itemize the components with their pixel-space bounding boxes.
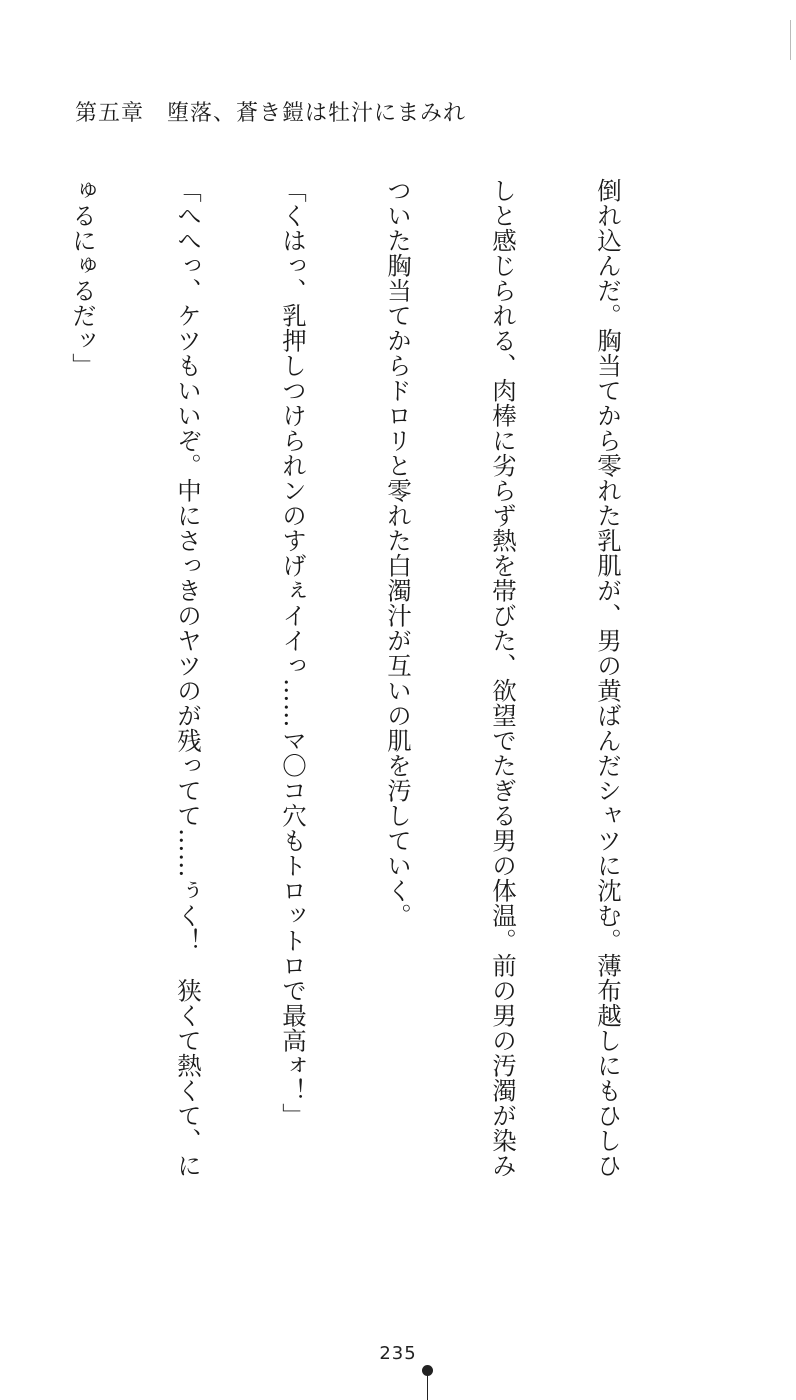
page-number: 235 <box>379 1343 417 1364</box>
vertical-body-text <box>56 178 696 1228</box>
scan-edge-mark <box>790 20 791 60</box>
chapter-title: 堕落、蒼き鎧は牡汁にまみれ <box>167 101 467 126</box>
text-line: ゅるにゅるだッ」 <box>69 178 98 378</box>
text-line: しと感じられる、肉棒に劣らず熱を帯びた、欲望でたぎる男の体温。前の男の汚濁が染み <box>489 178 518 1178</box>
running-header <box>75 96 466 127</box>
text-line: ついた胸当てからドロリと零れた白濁汁が互いの肌を汚していく。 <box>384 178 413 928</box>
page-marker-line <box>427 1368 428 1400</box>
text-line: 「へへっ、ケツもいいぞ。中にさっきのヤツのが残ってて……ぅく！ 狭くて熱くて、に <box>174 178 203 1178</box>
chapter-label: 第五章 <box>75 101 145 126</box>
text-line: 「くはっ、乳押しつけられンのすげぇイイっ……マ〇コ穴もトロットロで最高ォ！」 <box>279 178 308 1128</box>
text-line: 倒れ込んだ。胸当てから零れた乳肌が、男の黄ばんだシャツに沈む。薄布越しにもひしひ <box>594 178 623 1178</box>
